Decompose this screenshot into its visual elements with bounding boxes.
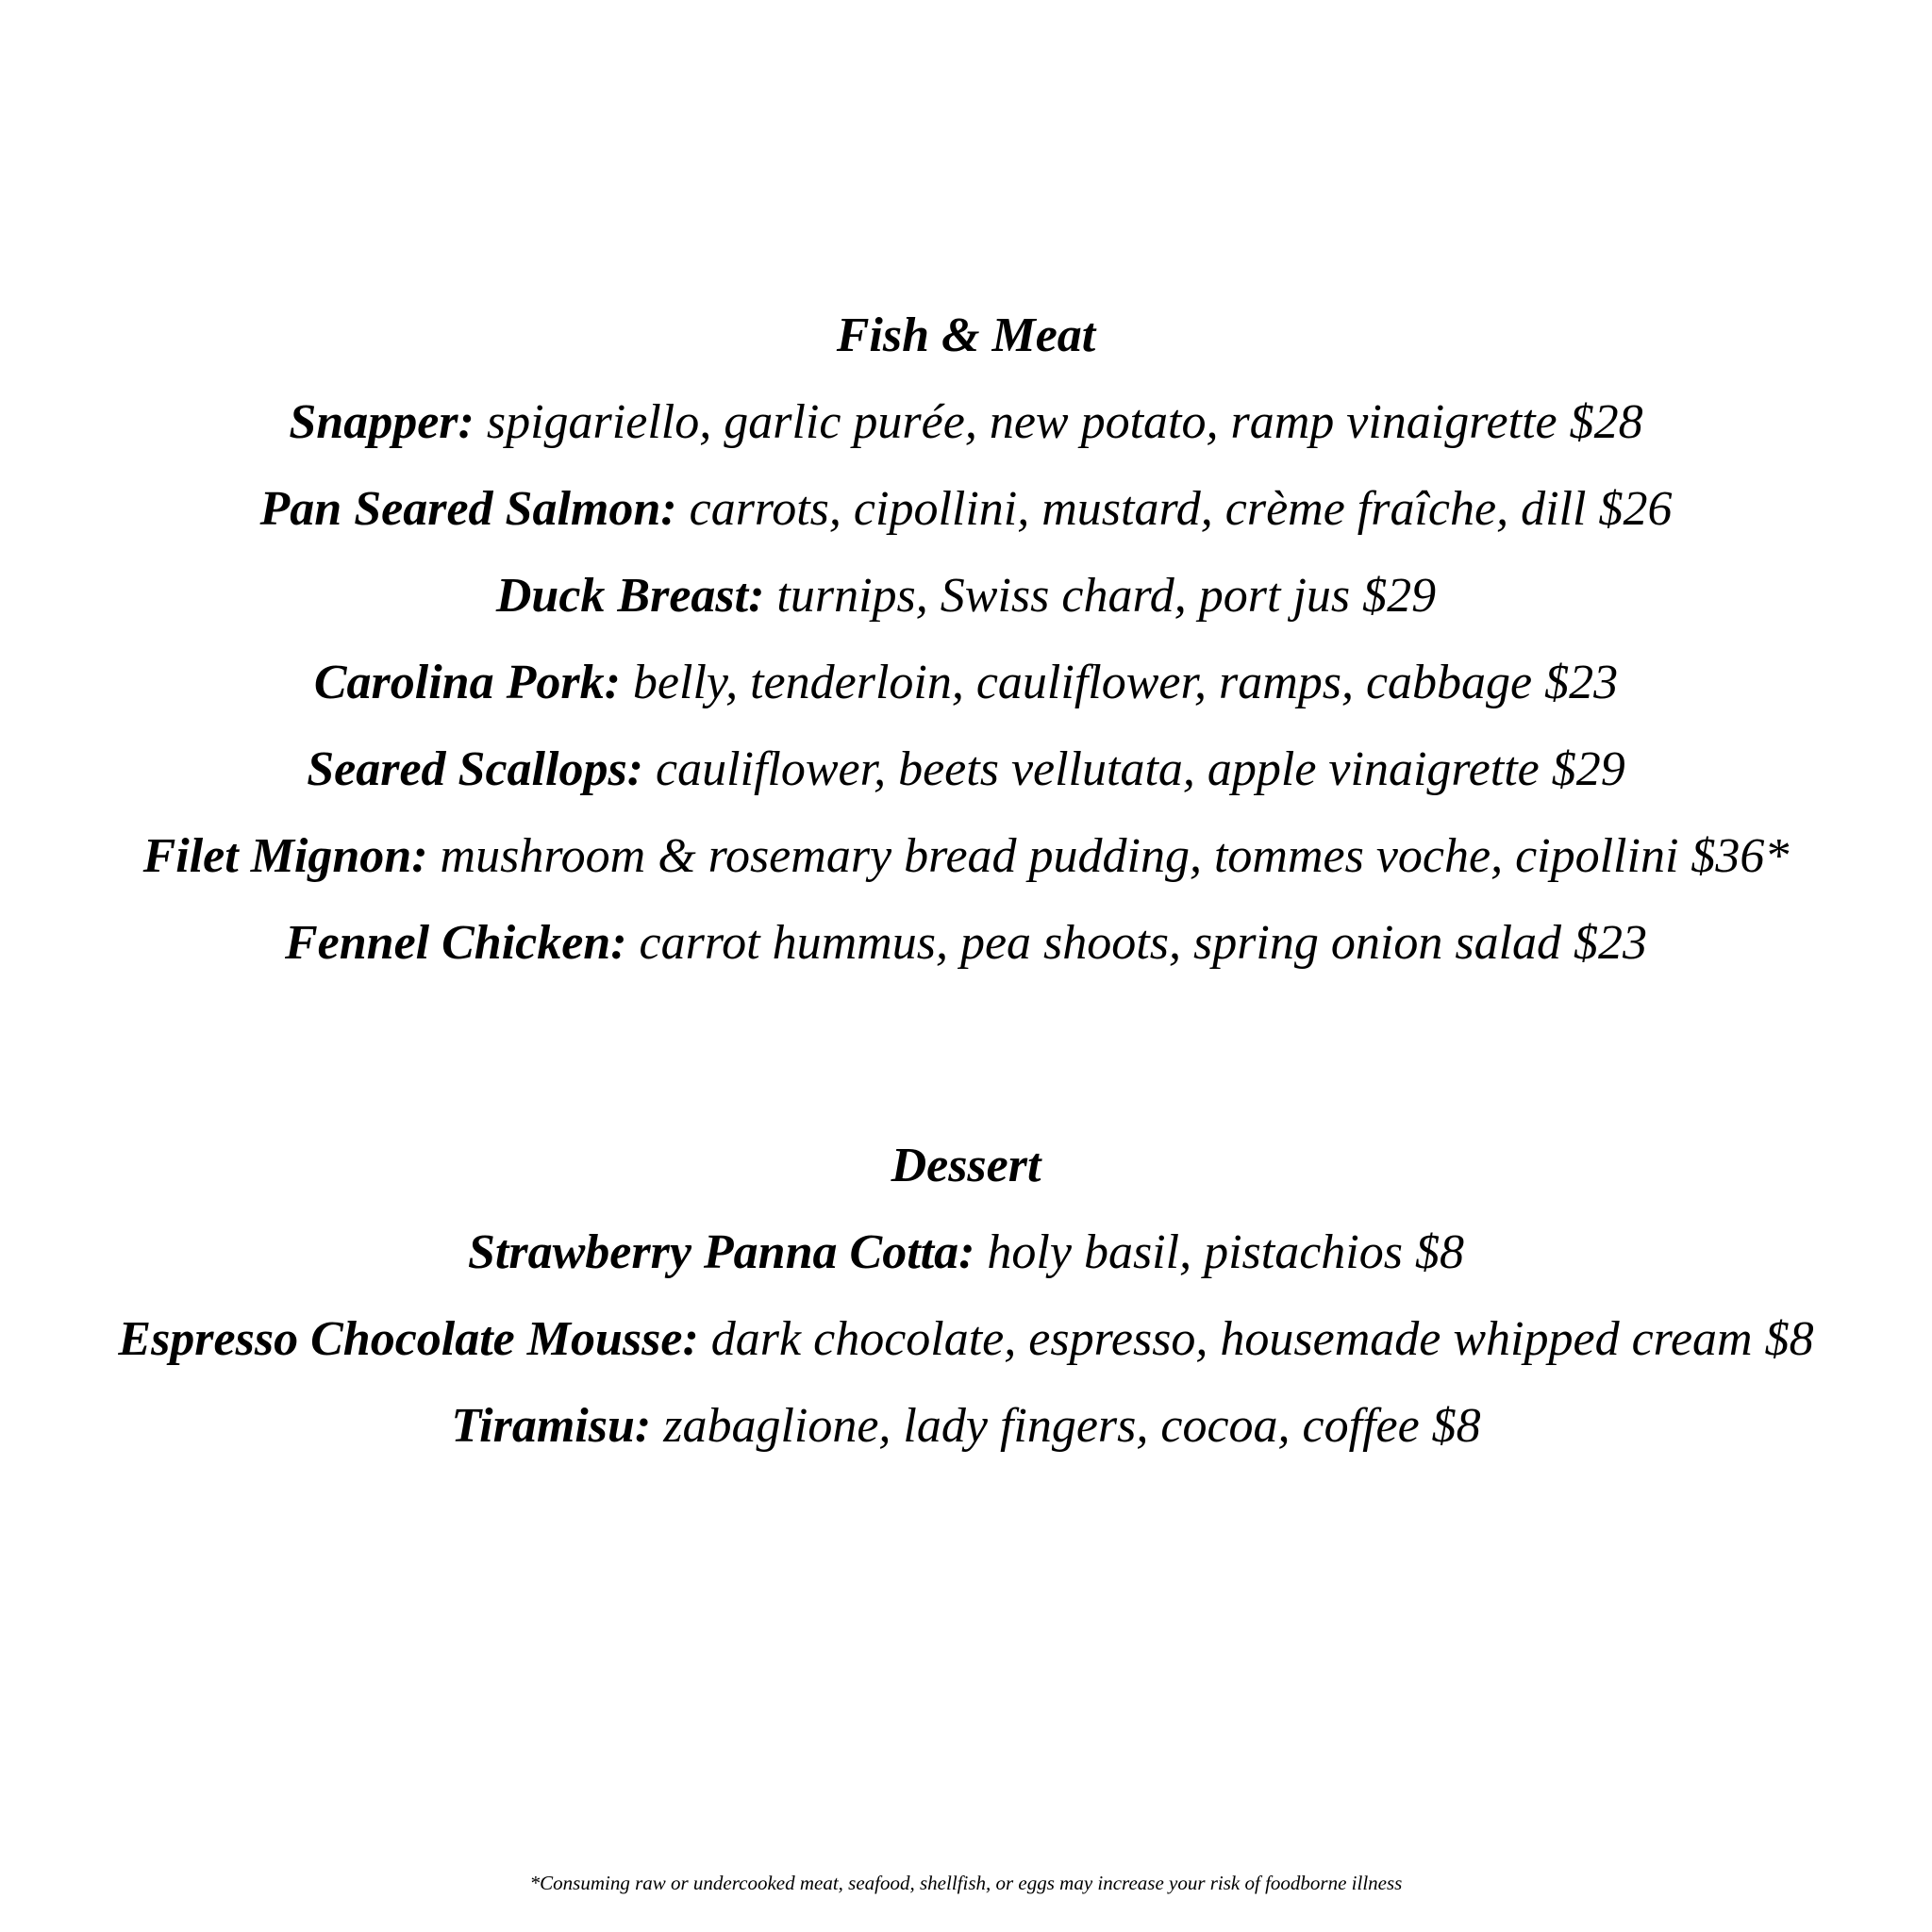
item-description: zabaglione, lady fingers, cocoa, coffee $8: [651, 1399, 1481, 1453]
item-name: Strawberry Panna Cotta:: [468, 1225, 975, 1279]
footnote: *Consuming raw or undercooked meat, seafood, shellfish, or eggs may increase your risk of foodborne illness: [529, 1872, 1403, 1894]
dessert-section: [0, 1123, 1932, 1470]
menu-item: [0, 379, 1932, 466]
menu-item: [0, 1296, 1932, 1383]
menu-item: [0, 813, 1932, 900]
item-name: Carolina Pork:: [313, 656, 621, 709]
item-name: Snapper:: [289, 395, 475, 449]
menu-item: [0, 1209, 1932, 1296]
item-name: Espresso Chocolate Mousse:: [118, 1312, 699, 1366]
item-description: mushroom & rosemary bread pudding, tommes voche, cipollini $36*: [427, 829, 1790, 883]
menu-item: [0, 900, 1932, 987]
item-name: Tiramisu:: [451, 1399, 652, 1453]
item-description: carrots, cipollini, mustard, crème fraîche, dill $26: [676, 482, 1673, 536]
fish-meat-section: [0, 292, 1932, 987]
item-description: carrot hummus, pea shoots, spring onion salad $23: [626, 916, 1648, 970]
menu-item: [0, 726, 1932, 813]
item-description: belly, tenderloin, cauliflower, ramps, cabbage $23: [620, 656, 1619, 709]
item-description: spigariello, garlic purée, new potato, ramp vinaigrette $28: [474, 395, 1643, 449]
menu-item: [0, 466, 1932, 553]
section-heading: Fish & Meat: [836, 308, 1096, 362]
item-description: dark chocolate, espresso, housemade whipped cream $8: [698, 1312, 1814, 1366]
section-heading: Dessert: [891, 1139, 1041, 1192]
menu-item: [0, 1383, 1932, 1470]
menu-item: [0, 640, 1932, 726]
item-description: cauliflower, beets vellutata, apple vinaigrette $29: [643, 742, 1625, 796]
item-description: holy basil, pistachios $8: [974, 1225, 1464, 1279]
item-name: Filet Mignon:: [142, 829, 428, 883]
item-name: Fennel Chicken:: [284, 916, 627, 970]
item-name: Duck Breast:: [495, 569, 765, 623]
item-name: Seared Scallops:: [307, 742, 643, 796]
item-description: turnips, Swiss chard, port jus $29: [764, 569, 1437, 623]
menu-item: [0, 553, 1932, 640]
item-name: Pan Seared Salmon:: [259, 482, 677, 536]
